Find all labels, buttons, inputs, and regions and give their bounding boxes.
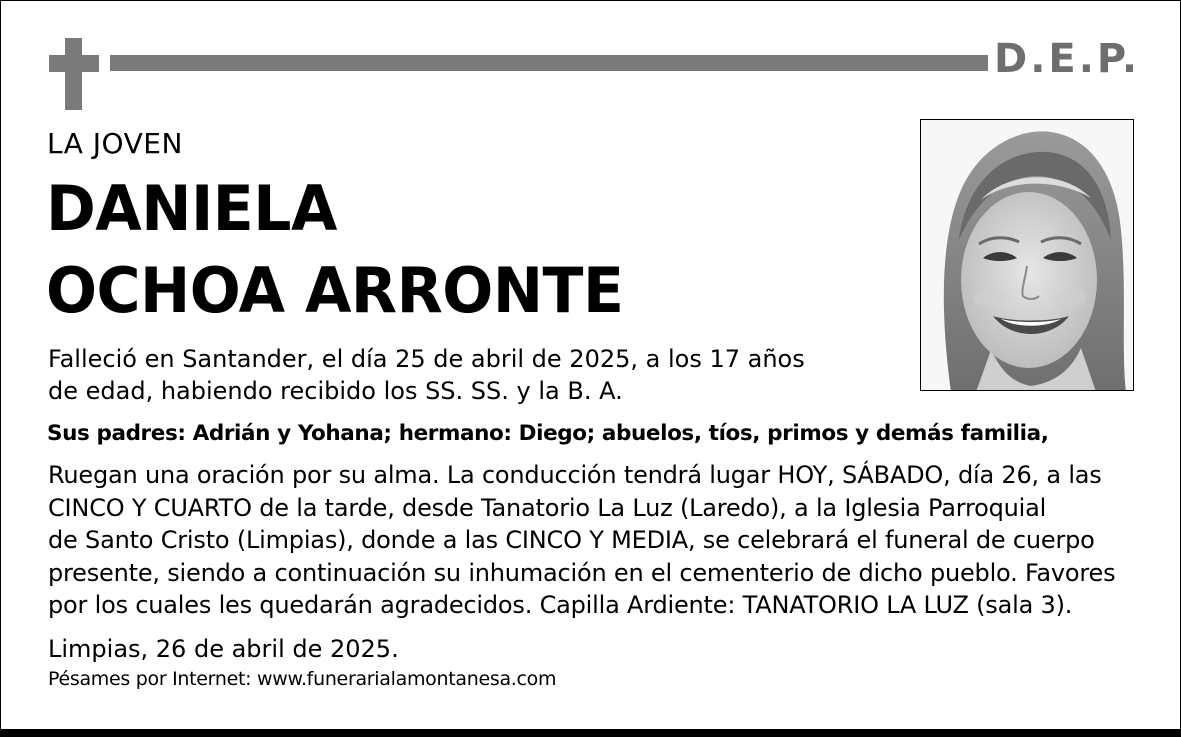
portrait-photo (920, 119, 1134, 391)
body-line: presente, siendo a continuación su inhumación en el cementerio de dicho pueblo. Favores (48, 558, 1116, 587)
place-date: Limpias, 26 de abril de 2025. (48, 635, 399, 663)
body-line: por los cuales les quedarán agradecidos. Capilla Ardiente: TANATORIO LA LUZ (sala 3). (48, 591, 1073, 619)
intro-line: Falleció en Santander, el día 25 de abril de 2025, a los 17 años (48, 345, 805, 373)
body-line: CINCO Y CUARTO de la tarde, desde Tanatorio La Luz (Laredo), a la Iglesia Parroquial (48, 493, 1047, 522)
family-line: Sus padres: Adrián y Yohana; hermano: Diego; abuelos, tíos, primos y demás familia, (47, 421, 1049, 446)
dep-label: D.E.P. (994, 36, 1141, 82)
body-paragraph (48, 459, 1158, 622)
body-line: Ruegan una oración por su alma. La conducción tendrá lugar HOY, SÁBADO, día 26, a las (48, 461, 1102, 489)
condolences-web: Pésames por Internet: www.funerarialamontanesa.com (48, 668, 557, 690)
deceased-name-line2: OCHOA ARRONTE (46, 255, 624, 328)
portrait-image (921, 120, 1134, 391)
deceased-name-line1: DANIELA (46, 173, 337, 246)
header-rule (110, 55, 988, 71)
pre-title: LA JOVEN (47, 127, 183, 160)
cross-icon (49, 38, 99, 110)
body-line: de Santo Cristo (Limpias), donde a las CINCO Y MEDIA, se celebrará el funeral de cuerpo (48, 526, 1095, 554)
intro-line: de edad, habiendo recibido los SS. SS. y la B. A. (48, 377, 623, 405)
intro-paragraph (48, 343, 848, 407)
